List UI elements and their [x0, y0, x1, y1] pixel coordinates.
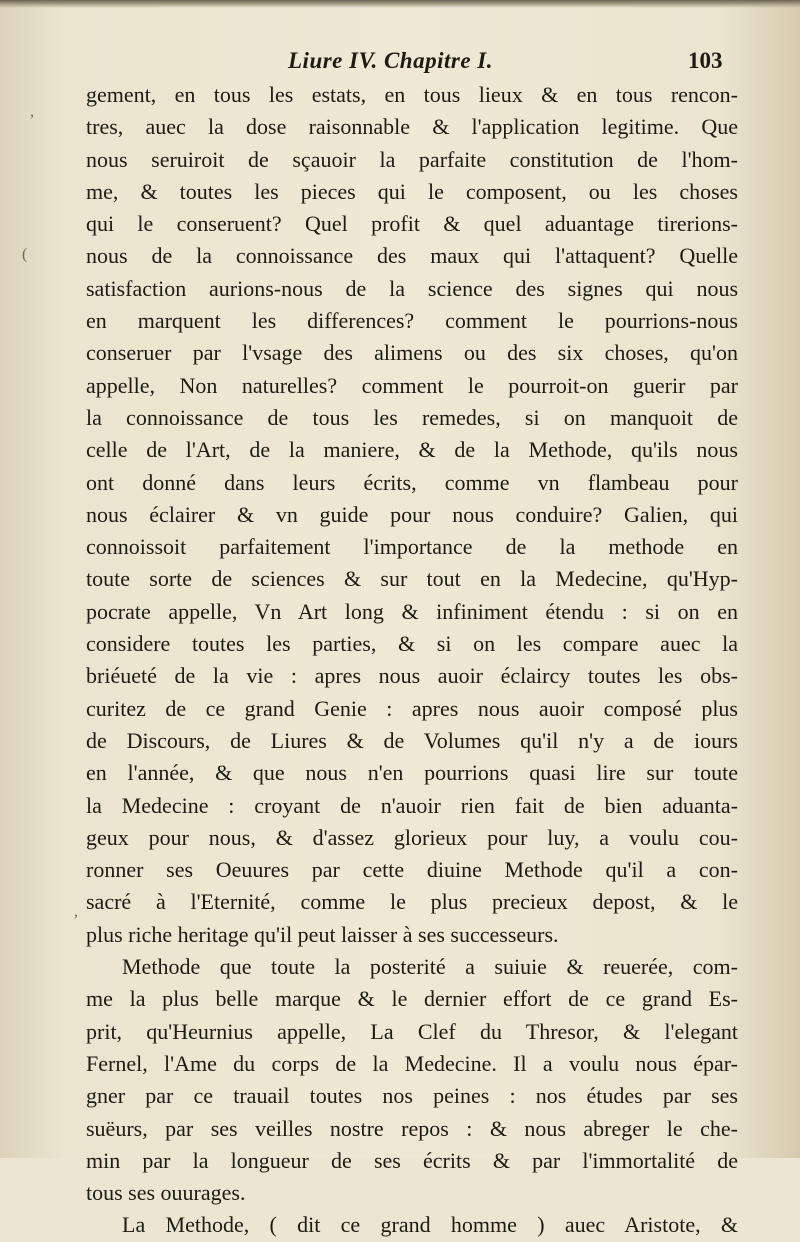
text-line: appelle, Non naturelles? comment le pourroit-on guerir par	[86, 372, 738, 398]
text-line: connoissoit parfaitement l'importance de la methode en	[86, 534, 738, 560]
text-line: en l'année, & que nous n'en pourrions quasi lire sur toute	[86, 760, 738, 786]
margin-mark: ,	[30, 103, 34, 120]
text-line: plus riche heritage qu'il peut laisser à ses successeurs.	[86, 921, 559, 947]
text-line: considere toutes les parties, & si on les compare auec la	[86, 631, 738, 657]
text-line: gement, en tous les estats, en tous lieux & en tous rencon-	[86, 82, 738, 107]
text-line: la connoissance de tous les remedes, si on manquoit de	[86, 404, 738, 430]
text-line: de Discours, de Liures & de Volumes qu'il n'y a de iours	[86, 727, 738, 753]
text-line: ont donné dans leurs écrits, comme vn flambeau pour	[86, 469, 738, 495]
text-line: nous seruiroit de sçauoir la parfaite constitution de l'hom-	[86, 146, 738, 172]
margin-mark: ,	[74, 903, 78, 920]
running-head	[0, 42, 800, 82]
body-text	[86, 79, 738, 1242]
page-number: 103	[688, 48, 723, 73]
text-line: satisfaction aurions-nous de la science des signes qui nous	[86, 275, 738, 301]
text-line: Methode que toute la posterité a suiuie & reuerée, com-	[122, 954, 738, 980]
text-line: geux pour nous, & d'assez glorieux pour luy, a voulu cou-	[86, 824, 738, 850]
running-title: Liure IV. Chapitre I.	[288, 48, 493, 73]
text-line: toute sorte de sciences & sur tout en la Medecine, qu'Hyp-	[86, 566, 738, 592]
text-line: La Methode, ( dit ce grand homme ) auec Aristote, &	[122, 1212, 738, 1238]
text-line: briéueté de la vie : apres nous auoir éclaircy toutes les obs-	[86, 663, 738, 689]
text-line: la Medecine : croyant de n'auoir rien fait de bien aduanta-	[86, 792, 738, 818]
text-line: curitez de ce grand Genie : apres nous auoir composé plus	[86, 695, 738, 721]
page-top-edge	[0, 0, 800, 8]
text-line: pocrate appelle, Vn Art long & infiniment étendu : si on en	[86, 598, 738, 624]
text-line: nous éclairer & vn guide pour nous conduire? Galien, qui	[86, 501, 738, 527]
text-line: sacré à l'Eternité, comme le plus precieux depost, & le	[86, 889, 738, 915]
text-line: nous de la connoissance des maux qui l'attaquent? Quelle	[86, 243, 738, 269]
text-line: ronner ses Oeuures par cette diuine Methode qu'il a con-	[86, 857, 738, 883]
text-line: me la plus belle marque & le dernier effort de ce grand Es-	[86, 986, 738, 1012]
text-line: gner par ce trauail toutes nos peines : nos études par ses	[86, 1083, 738, 1109]
text-line: conseruer par l'vsage des alimens ou des six choses, qu'on	[86, 340, 738, 366]
text-line: tres, auec la dose raisonnable & l'application legitime. Que	[86, 114, 738, 140]
margin-mark: (	[22, 246, 28, 263]
text-line: prit, qu'Heurnius appelle, La Clef du Thresor, & l'elegant	[86, 1018, 738, 1044]
text-line: suëurs, par ses veilles nostre repos : & nous abreger le che-	[86, 1115, 738, 1141]
text-line: me, & toutes les pieces qui le composent, ou les choses	[86, 178, 738, 204]
text-line: qui le conseruent? Quel profit & quel aduantage tirerions-	[86, 211, 738, 237]
text-line: min par la longueur de ses écrits & par l'immortalité de	[86, 1147, 738, 1173]
text-line: tous ses ouurages.	[86, 1180, 246, 1206]
text-line: en marquent les differences? comment le pourrions-nous	[86, 308, 738, 334]
text-line: celle de l'Art, de la maniere, & de la Methode, qu'ils nous	[86, 437, 738, 463]
text-line: Fernel, l'Ame du corps de la Medecine. Il a voulu nous épar-	[86, 1050, 738, 1076]
